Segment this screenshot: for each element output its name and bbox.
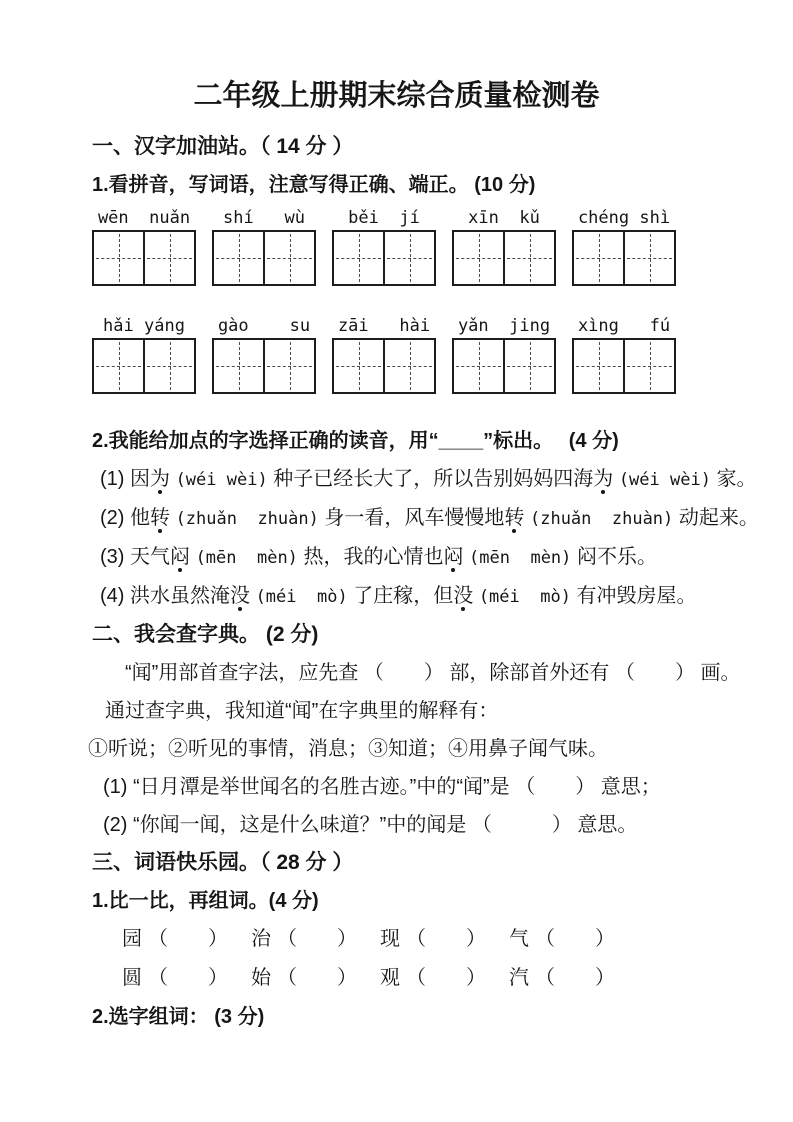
pinyin-word-unit <box>92 206 196 286</box>
grid-cell <box>214 232 263 284</box>
word-compare-item <box>122 959 251 998</box>
section3-q2-heading: 2.选字组词： (3 分) <box>92 1006 265 1028</box>
writing-grid <box>332 338 436 394</box>
section1-heading: 一、汉字加油站。（ 14 分 ） <box>92 135 354 158</box>
pinyin-choice: (wéi wèi) <box>618 470 711 490</box>
section1-q1-heading: 1.看拼音，写词语，注意写得正确、端正。 (10 分) <box>92 174 536 196</box>
word-compare-item <box>251 959 380 998</box>
text-segment: 热，我的心情也 <box>297 546 444 568</box>
grid-cell <box>503 232 554 284</box>
answer-blank: （ ） <box>148 928 228 950</box>
pinyin-label: gào su <box>217 316 311 336</box>
pinyin-label: xìng fú <box>577 316 671 336</box>
dotted-character: 转 <box>150 507 170 529</box>
compare-char: 治 <box>251 928 271 950</box>
grid-cell <box>263 232 314 284</box>
text-segment: 有冲毁房屋。 <box>570 585 697 607</box>
grid-cell <box>454 340 503 392</box>
pinyin-word-unit <box>212 314 316 394</box>
pinyin-grid-row-1 <box>92 206 783 286</box>
grid-cell <box>94 232 143 284</box>
grid-cell <box>143 232 194 284</box>
question-line-3 <box>92 538 783 577</box>
compare-char: 汽 <box>509 967 529 989</box>
grid-cell <box>574 232 623 284</box>
pinyin-label: xīn kǔ <box>468 208 540 228</box>
pinyin-label: zāi hài <box>337 316 431 336</box>
pinyin-word-unit <box>212 206 316 286</box>
compare-char: 圆 <box>122 967 142 989</box>
pinyin-word-unit <box>452 206 556 286</box>
pinyin-word-unit <box>92 314 196 394</box>
dotted-character: 闷 <box>443 546 464 568</box>
text-segment: 身一看，风车慢慢地 <box>318 507 505 529</box>
writing-grid <box>212 230 316 286</box>
answer-blank: （ ） <box>277 967 357 989</box>
compare-char: 现 <box>380 928 400 950</box>
dictionary-item-2: (2) “你闻一闻，这是什么味道？”中的闻是 （ ） 意思。 <box>103 814 638 836</box>
grid-cell <box>623 340 674 392</box>
dotted-character: 闷 <box>170 546 190 568</box>
grid-cell <box>214 340 263 392</box>
dotted-character: 没 <box>453 585 474 607</box>
writing-grid <box>452 338 556 394</box>
pinyin-choice: (mēn mèn) <box>195 548 298 568</box>
grid-cell <box>383 232 434 284</box>
text-segment: 动起来。 <box>673 507 759 529</box>
dotted-character: 转 <box>504 507 525 529</box>
pinyin-choice: (wéi wèi) <box>175 470 268 490</box>
writing-grid <box>332 230 436 286</box>
pinyin-label: chéng shì <box>577 208 671 228</box>
pinyin-word-unit <box>332 206 436 286</box>
grid-cell <box>334 232 383 284</box>
question-line-2 <box>92 499 783 538</box>
grid-cell <box>383 340 434 392</box>
pinyin-grid-row-2 <box>92 314 783 394</box>
answer-blank: （ ） <box>535 928 615 950</box>
dotted-character: 为 <box>593 468 614 490</box>
compare-char: 观 <box>380 967 400 989</box>
writing-grid <box>572 338 676 394</box>
dictionary-item-1: (1) “日月潭是举世闻名的名胜古迹。”中的“闻”是 （ ） 意思； <box>103 776 661 798</box>
word-compare-item <box>380 959 509 998</box>
answer-blank: （ ） <box>148 967 228 989</box>
section1-q2-heading: 2.我能给加点的字选择正确的读音，用“____”标出。 (4 分) <box>92 430 619 452</box>
grid-cell <box>334 340 383 392</box>
section3-heading: 三、词语快乐园。（ 28 分 ） <box>92 851 354 874</box>
dictionary-definitions-line: ①听说；②听见的事情，消息；③知道；④用鼻子闻气味。 <box>88 738 608 760</box>
pinyin-choice: (zhuǎn zhuàn) <box>529 509 674 529</box>
dictionary-question-line: “闻”用部首查字法，应先查 （ ） 部，除部首外还有 （ ） 画。 <box>125 662 741 684</box>
question-line-4 <box>92 577 783 616</box>
text-segment: (4) 洪水虽然淹 <box>100 585 230 607</box>
word-compare-item <box>122 920 251 959</box>
compare-char: 园 <box>122 928 142 950</box>
text-segment: 种子已经长大了，所以告别妈妈四海 <box>267 468 594 490</box>
text-segment: 闷不乐。 <box>571 546 657 568</box>
writing-grid <box>92 338 196 394</box>
compare-words-row-1 <box>92 920 783 959</box>
pinyin-label: běi jí <box>348 208 420 228</box>
section3-q1-heading: 1.比一比，再组词。(4 分) <box>92 890 319 912</box>
writing-grid <box>212 338 316 394</box>
compare-char: 气 <box>509 928 529 950</box>
writing-grid <box>452 230 556 286</box>
text-segment: 了庄稼，但 <box>347 585 454 607</box>
pinyin-label: shí wù <box>223 208 305 228</box>
pinyin-label: wēn nuǎn <box>97 208 191 228</box>
answer-blank: （ ） <box>406 928 486 950</box>
pinyin-label: hǎi yáng <box>103 316 185 336</box>
text-segment: (1) 因 <box>100 468 150 490</box>
page-title: 二年级上册期末综合质量检测卷 <box>193 80 600 112</box>
grid-cell <box>454 232 503 284</box>
dictionary-intro-line: 通过查字典，我知道“闻”在字典里的解释有： <box>105 700 499 722</box>
pinyin-word-unit <box>452 314 556 394</box>
dotted-character: 没 <box>230 585 250 607</box>
answer-blank: （ ） <box>406 967 486 989</box>
text-segment: (2) 他 <box>100 507 150 529</box>
pinyin-word-unit <box>332 314 436 394</box>
grid-cell <box>263 340 314 392</box>
grid-cell <box>503 340 554 392</box>
word-compare-item <box>509 920 638 959</box>
word-compare-item <box>380 920 509 959</box>
dotted-character: 为 <box>150 468 170 490</box>
grid-cell <box>623 232 674 284</box>
text-segment: 家。 <box>710 468 757 490</box>
grid-cell <box>94 340 143 392</box>
grid-cell <box>574 340 623 392</box>
writing-grid <box>92 230 196 286</box>
text-segment: (3) 天气 <box>100 546 170 568</box>
pinyin-label: yǎn jing <box>457 316 551 336</box>
word-compare-item <box>509 959 638 998</box>
pinyin-choice: (mēn mèn) <box>469 548 572 568</box>
writing-grid <box>572 230 676 286</box>
answer-blank: （ ） <box>277 928 357 950</box>
pinyin-word-unit <box>572 314 676 394</box>
compare-words-row-2 <box>92 959 783 998</box>
answer-blank: （ ） <box>535 967 615 989</box>
pinyin-choice: (méi mò) <box>255 587 348 607</box>
pinyin-choice: (zhuǎn zhuàn) <box>175 509 319 529</box>
compare-char: 始 <box>251 967 271 989</box>
grid-cell <box>143 340 194 392</box>
question-line-1 <box>92 460 783 499</box>
pinyin-word-unit <box>572 206 676 286</box>
word-compare-item <box>251 920 380 959</box>
pinyin-choice: (méi mò) <box>478 587 571 607</box>
section2-heading: 二、我会查字典。 (2 分) <box>92 623 319 646</box>
